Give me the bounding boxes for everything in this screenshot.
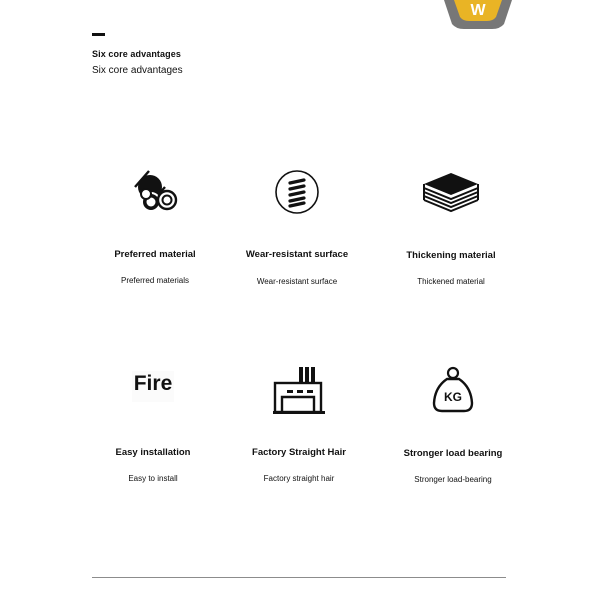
feature-subtitle: Preferred materials [120,276,190,285]
logo-letter: W [470,2,486,19]
pipes-icon [129,165,181,217]
weight-label: KG [444,390,462,404]
brand-logo-icon [440,0,516,30]
bottom-divider [92,577,506,578]
feature-subtitle: Wear-resistant surface [256,277,338,286]
section-subtitle: Six core advantages [92,65,183,76]
feature-title: Wear-resistant surface [245,249,349,260]
feature-subtitle: Thickened material [417,277,485,286]
feature-subtitle: Easy to install [128,474,178,483]
feature-subtitle: Stronger load-bearing [414,475,492,484]
layers-icon [422,171,480,213]
factory-icon [273,365,325,415]
feature-title: Easy installation [115,447,191,458]
feature-title: Stronger load bearing [403,448,503,459]
feature-title: Factory Straight Hair [252,447,346,458]
feature-subtitle: Factory straight hair [263,474,335,483]
feature-title: Preferred material [114,249,196,260]
accent-bar [92,33,105,36]
fire-icon: Fire [132,371,175,402]
section-title: Six core advantages [92,49,181,59]
spring-icon [274,169,320,215]
feature-title: Thickening material [406,250,496,261]
weight-icon [431,365,475,413]
